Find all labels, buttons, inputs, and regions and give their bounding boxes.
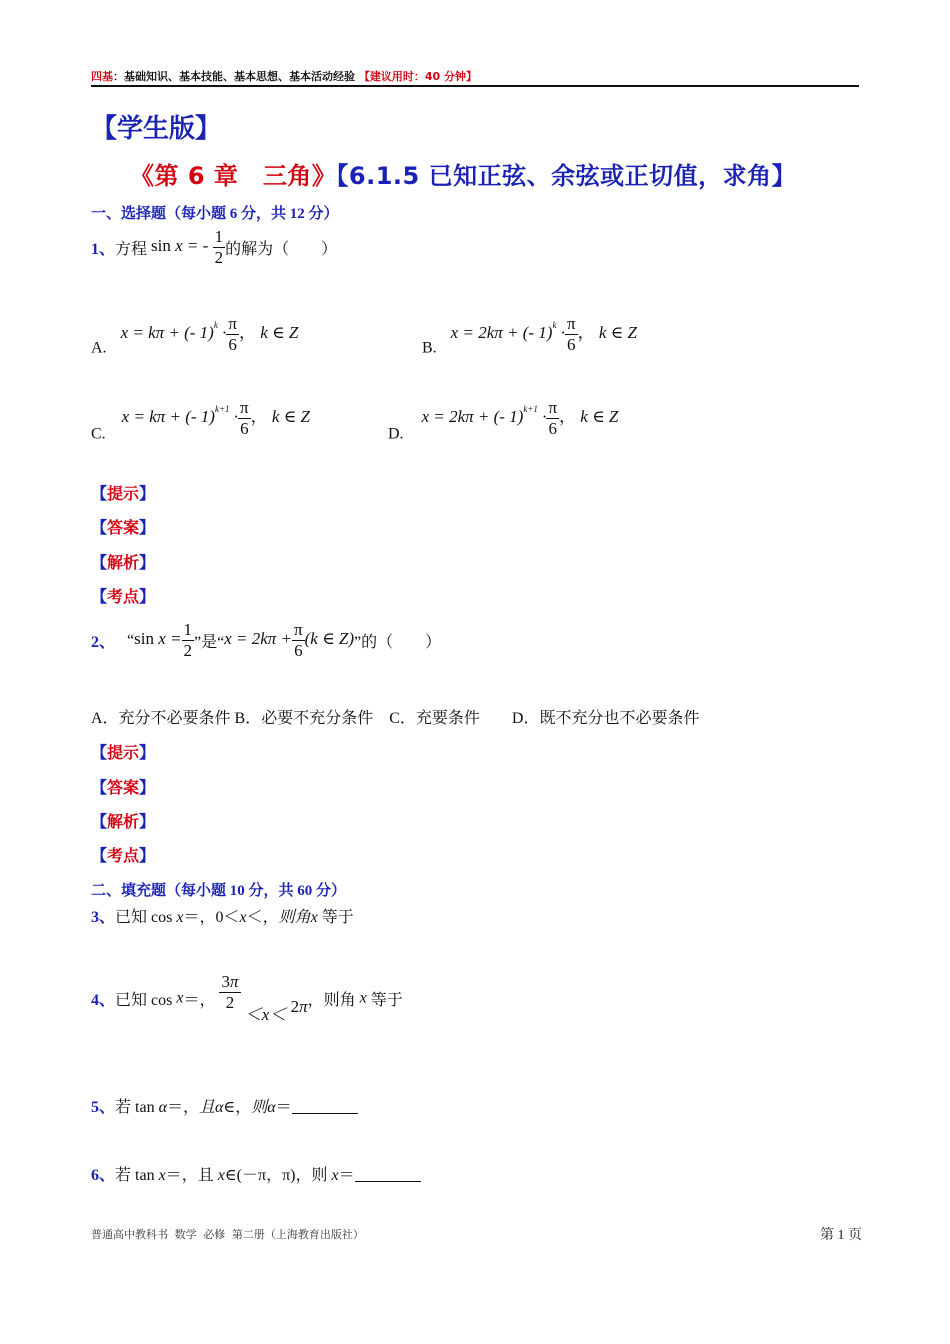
question-2 [91, 620, 441, 661]
q1-analysis-text: 解析 [107, 555, 140, 572]
q2-suffix: ”的（ ） [354, 634, 442, 651]
q1-option-a: A. x = kπ + (- 1)$^k$ · $\frac{\pi}{6}$ ， k ∈ Z [91, 314, 299, 357]
q2-answer-text: 答案 [107, 780, 140, 797]
page-title [130, 156, 796, 191]
q4-text-b: ＝， [183, 992, 216, 1009]
q1-answer-text: 答案 [107, 520, 140, 537]
q1-equation: sin x = - $\frac{1}{2}$ [151, 227, 224, 267]
q6-number: 6、 [91, 1167, 116, 1184]
q3-text-e: 等于 [317, 909, 354, 926]
q3-text-c: ＜， [246, 909, 279, 926]
q1-option-b-label: B. [422, 339, 437, 357]
q3-text-b: ＝，0＜ [183, 909, 240, 926]
q2-number: 2、 [91, 634, 116, 651]
q1-option-b: B. x = 2kπ + (- 1)$^k$ · $\frac{\pi}{6}$ ， k ∈ Z [422, 314, 637, 357]
q2-quote-open: “ [127, 631, 135, 649]
q3-number: 3、 [91, 909, 116, 926]
question-3: 3、已知 cos x＝，0＜x＜，则角x 等于 [91, 909, 354, 926]
q6-text-d: ＝ [338, 1167, 355, 1184]
question-5: 5、若 tan α＝，且α∈，则α＝ [91, 1094, 358, 1117]
question-6: 6、若 tan x＝，且 x∈(－π，π)，则 x＝ [91, 1162, 421, 1185]
q1-prefix: 方程 [115, 241, 148, 258]
q2-analysis-text: 解析 [107, 814, 140, 831]
q2-middle: ”是“ [194, 634, 225, 651]
q1-option-a-label: A. [91, 339, 107, 357]
page-header [91, 68, 477, 84]
q5-answer-blank[interactable] [292, 1099, 358, 1114]
q6-text-c: ∈(－π，π)，则 [224, 1167, 332, 1184]
chapter-title: 《第 6 章 三角》 [130, 162, 337, 190]
q2-answer-tag: 【答案】 [91, 780, 156, 797]
q5-text-e: 则 [251, 1099, 268, 1116]
student-version-label: 【学生版】 [91, 114, 222, 144]
q2-point-tag: 【考点】 [91, 848, 156, 865]
q1-point-text: 考点 [107, 589, 140, 606]
header-time-note: 【建议用时：40 分钟】 [358, 70, 477, 83]
q1-point-tag: 【考点】 [91, 589, 156, 606]
q5-text-a: 若 tan [115, 1099, 159, 1116]
q1-option-d: D. x = 2kπ + (- 1)$^{k+1}$ · $\frac{\pi}{6}$ ， k ∈ Z [388, 398, 619, 443]
q1-option-c-label: C. [91, 425, 106, 443]
q5-text-b: ＝， [166, 1099, 199, 1116]
footer-page-number: 第 1 页 [820, 1228, 862, 1243]
q6-answer-blank[interactable] [355, 1167, 421, 1182]
q4-text-d: 等于 [366, 992, 403, 1009]
section1-heading: 一、选择题（每小题 6 分，共 12 分） [91, 206, 339, 222]
q1-suffix: 的解为（ ） [225, 241, 338, 258]
q1-number: 1、 [91, 241, 116, 258]
q5-number: 5、 [91, 1099, 116, 1116]
q3-text-d: 则角 [278, 909, 311, 926]
q4-range: $\frac{3\pi}{2}$ ＜x＜ 2π [221, 972, 308, 1024]
q5-text-d: ∈， [223, 1099, 252, 1116]
q6-text-b: ＝，且 [165, 1167, 218, 1184]
section-title: 【6.1.5 已知正弦、余弦或正切值，求角】 [336, 162, 797, 190]
q2-condition-1: sin x = $\frac{1}{2}$ [134, 620, 192, 660]
q1-option-d-label: D. [388, 425, 404, 443]
q2-point-text: 考点 [107, 848, 140, 865]
q4-text-a: 已知 cos [115, 992, 177, 1009]
q2-hint-text: 提示 [107, 745, 140, 762]
q1-answer-tag: 【答案】 [91, 520, 156, 537]
q2-options: A．充分不必要条件 B．必要不充分条件 C．充要条件 D．既不充分也不必要条件 [91, 710, 700, 727]
q6-text-a: 若 tan [115, 1167, 159, 1184]
q3-text-a: 已知 cos [115, 909, 177, 926]
header-text: ：基础知识、基本技能、基本思想、基本活动经验 [113, 70, 355, 83]
q2-hint-tag: 【提示】 [91, 745, 156, 762]
q1-hint-tag: 【提示】 [91, 486, 156, 503]
q5-text-f: ＝ [275, 1099, 292, 1116]
footer-left: 普通高中教科书 数学 必修 第二册（上海教育出版社） [91, 1228, 364, 1241]
q2-condition-2: x = 2kπ + $\frac{\pi}{6}$ (k ∈ Z) [224, 620, 355, 660]
question-1 [91, 227, 337, 268]
header-label: 四基 [91, 70, 113, 83]
header-rule [91, 85, 859, 87]
question-4: 4、已知 cos x＝， $\frac{3\pi}{2}$ ＜x＜ 2π，则角 x 等于 [91, 972, 403, 1024]
q1-option-c: C. x = kπ + (- 1)$^{k+1}$ · $\frac{\pi}{6}$ ， k ∈ Z [91, 398, 310, 443]
q4-number: 4、 [91, 992, 116, 1009]
q1-analysis-tag: 【解析】 [91, 555, 156, 572]
q2-analysis-tag: 【解析】 [91, 814, 156, 831]
section2-heading: 二、填充题（每小题 10 分，共 60 分） [91, 883, 347, 899]
q1-hint-text: 提示 [107, 486, 140, 503]
q4-text-c: ，则角 [307, 992, 360, 1009]
q5-text-c: 且 [199, 1099, 216, 1116]
